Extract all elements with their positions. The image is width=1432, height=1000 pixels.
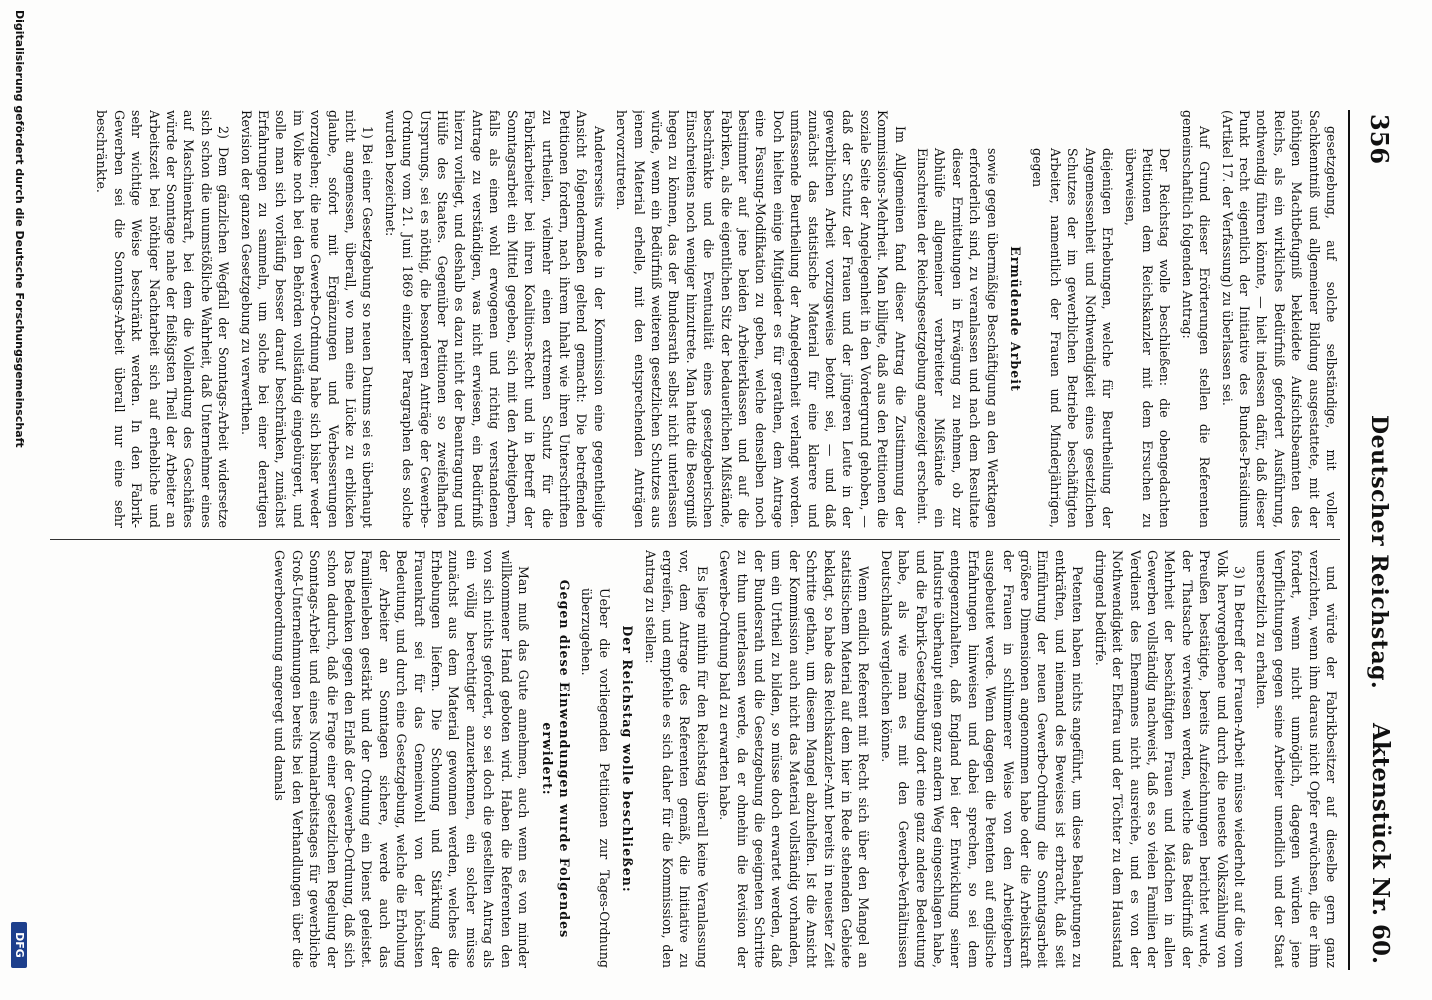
- list-item: 3) In Betreff der Frauen-Arbeit müsse wiederholt auf die vom Volk hervorgehobene und durch die neueste Volkszählung von Preußen bestätigte, bereits Aufzeichnungen berichtet wurde, der Thatsache verwiesen werden, welche das Bedürfniß der Mehrheit der beschäftigten Frauen und Mädchen in allen Gewerben vollständig nachweist, daß es so vielen Familien der Verdienst des Ehemannes nicht ausreiche, und es von der Nothwendigkeit der Ehefrau und der Töchter zu dem Hausstand dringend bedürfe.: [1092, 550, 1247, 968]
- column-divider: [50, 539, 1340, 540]
- dfg-logo: DFG: [11, 922, 27, 968]
- section-heading: Ermüdende Arbeit: [1008, 246, 1024, 392]
- page-number: 356: [1365, 114, 1394, 165]
- list-item: 2) Dem gänzlichen Wegfall der Sonntags-Arbeit widersetze sich schon die unumstößliche Wahrheit, daß Unternehmer eines auf Maschinenkraft, bei dem die Vollendung des Geschäftes würde der Sonntage nahe der fleißigsten Theil der Arbeiter an Arbeitszeit bei nöthiger Nachtarbeit sich auf erhebliche und sehr wichtige Weise beschränkt werden. In den Fabrik-Gewerben sei die Sonntags-Arbeit überall nur eine sehr beschränkte.: [94, 110, 232, 528]
- motion-text: sowie gegen übermäßige Beschäftigung an den Werktagen erforderlich sind, zu veranlassen und nach dem Resultate dieser Ermittelungen in Erwägung zu nehmen, ob zur Abhülfe allgemeiner verbreiteter Mißstände ein Einschreiten der Reichsgesetzgebung angezeigt erscheint.: [915, 148, 1000, 528]
- motion-text: Der Reichstag wolle beschließen: die obengedachten Petitionen dem Reichskanzler mit dem Ersuchen zu überweisen,: [1122, 148, 1173, 528]
- paragraph: gesetzgebung, auf solche selbständige, mit voller Sachkenntniß und allgemeiner Bildung ausgestattete, mit der nöthigen Machtbefugniß bekleidete Aufsichtsbeamten des Reichs, als ein wirkliches Bedürfniß gefordert Ausführung, nothwendig führen könnte, — hielt indessen dafür, daß dieser Punkt recht eigentlich der Initiative des Bundes-Präsidiums (Artikel 17. der Verfassung) zu überlassen sei.: [1219, 110, 1339, 528]
- motion-text: diejenigen Erhebungen, welche für Beurtheilung der Angemessenheit und Nothwendigkeit eines gesetzlichen Schutzes der im gewerblichen Betriebe beschäftigten Arbeiter, namentlich der Frauen und Minderjährigen, gegen: [1030, 148, 1116, 528]
- left-column: [40, 110, 1340, 528]
- paragraph: Petenten haben nichts angeführt, um diese Behauptungen zu entkräften, und niemand des Beweises ist erbracht, daß seit Einführung der neuen Gewerbe-Ordnung die Sonntagsarbeit größere Dimensionen angenommen habe oder die Arbeitskraft der Frauen in schlimmerer Weise von den Arbeitgebern ausgebeutet werde. Wenn dagegen die Petenten auf englische Erfahrungen hinweisen und dabei sprechen, so sei dem entgegenzuhalten, daß England bei der Entwicklung seiner Industrie überhaupt einen ganz andern Weg eingeschlagen habe, und die Fabrik-Gesetzgebung dort eine ganz andere Bedeutung habe, als wie man es mit den Gewerbe-Verhältnissen Deutschlands vergleichen könne.: [878, 550, 1086, 968]
- motion-heading: Der Reichstag wolle beschließen:: [620, 625, 636, 893]
- paragraph: Wenn endlich Referent mit Recht sich über den Mangel an statistischem Material auf dem hier in Rede stehenden Gebiete beklagt, so habe das Reichskanzler-Amt bereits in neuester Zeit Schritte gethan, um diesem Mangel abzuhelfen. Ist die Ansicht der Kommission auch nicht das Material vollständig vorhanden, um ein Urtheil zu bilden, so müsse doch erwartet werden, daß der Bundesrath und die Gesetzgebung die geeigneten Schritte zu thun unterlassen werde, da er ohnehin die Revision der Gewerbe-Ordnung bald zu erwarten habe.: [717, 550, 872, 968]
- list-item: 1) Bei einer Gesetzgebung so neuen Datums sei es überhaupt nicht angemessen, überall, wo man eine Lücke zu erblicken glaube, sofort mit Ergänzungen und Verbesserungen vorzugehen; die neue Gewerbe-Ordnung habe sich bisher weder im Volke noch bei den Behörden vollständig eingebürgert, und solle man sich vorläufig besser darauf beschränken, zunächst Erfahrungen zu sammeln, um solche bei einer derartigen Revision der ganzen Gesetzgebung zu verwerthen.: [238, 110, 376, 528]
- paragraph: Auf Grund dieser Erörterungen stellen die Referenten gemeinschaftlich folgenden Antrag:: [1179, 110, 1213, 528]
- paragraph: und würde der Fabrikbesitzer auf dieselbe gern ganz verzichten, wenn ihm daraus nicht Opfer erwüchsen, die er ihm fordert, wenn nicht unmöglich, dagegen würden jene Verpflichtungen gegen seine Arbeiter unendlich und der Staat unersetzlich zu erhalten.: [1254, 550, 1339, 968]
- credit-text: Digitalisierung gefördert durch die Deutsche Forschungsgemeinschaft: [13, 10, 26, 448]
- page-header: [1348, 110, 1402, 970]
- paragraph: Andererseits wurde in der Kommission eine gegentheilige Ansicht folgendermaßen geltend gemacht: Die betreffenden Petitionen fordern, nach ihrem Inhalt wie ihren Unterschriften zu urtheilen, vielmehr einen extremen Schutz für die Fabrikarbeiter bei ihren Koalitions-Recht und in Betreff der Sonntagsarbeit ein Mittel gegeben, sich mit den Arbeitgebern, falls als einen wohl erwogenen und richtig verstandenen Antrage zu verständigen, was nicht erwiesen, ein Bedürfniß hierzu vorliegt, und deshalb es dazu nicht der Beantragung und Hülfe des Staates. Gegenüber Petitionen so zweifelhaften Ursprungs, sei es nöthig, die besonderen Anträge der Gewerbe-Ordnung vom 21. Juni 1869 einzelner Paragraphen des solche wurden bezeichnet:: [382, 110, 607, 528]
- digitization-credit: [8, 0, 28, 1000]
- motion-text: Ueber die vorliegenden Petitionen zur Tages-Ordnung überzugehen.: [579, 588, 612, 968]
- paragraph: Man muß das Gute annehmen, auch wenn es von minder willkommener Hand geboten wird. Haben die Referenten den von sich nichts gefordert, so sei doch die gestellten Antrag als ein völlig berechtigter anzuerkennen, ein solcher müsse zunächst aus dem Material gewonnen werden, welches die Erhebungen liefern. Die Schonung und Stärkung der Frauenkraft sei für das Gemeinwohl von der höchsten Bedeutung, und durch eine Gesetzgebung, welche die Erholung der Arbeiter an Sonntagen sichere, werde auch das Familienleben gestärkt und der Ordnung ein Dienst geleistet. Das Bedenken gegen den Erlaß der Gewerbe-Ordnung, daß sich schon dadurch, daß die Frage einer gesetzlichen Regelung der Sonntags-Arbeit und eines Normalarbeitstages für gewerbliche Groß-Unternehmungen bereits bei den Verhandlungen über die Gewerbeordnung angeregt und damals: [272, 550, 532, 968]
- section-heading: Gegen diese Einwendungen wurde Folgendes erwidert:: [539, 579, 572, 939]
- paragraph: Im Allgemeinen fand dieser Antrag die Zustimmung der Kommissions-Mehrheit. Man billigte, daß aus den Petitionen die soziale Seite der Angelegenheit in den Vordergrund gehoben, — daß der Schutz der Frauen und der jüngeren Leute in der gewerblichen Arbeit vorzugsweise betont sei, — und daß zunächst das statistische Material für eine klarere und umfassende Beurtheilung der Angelegenheit verlangt worden. Doch hielten einige Mitglieder es für gerathen, dem Antrage eine Fassung-Modifikation zu geben, welche denselben noch bestimmter auf jene beiden Arbeiterklassen und auf die Fabriken, als die eigentlichen Sitz der bedauerlichen Mißstände, beschränkte und die Eventualität eines gesetzgeberischen Einschreitens noch weniger hinzutrete. Man hatte die Besorgniß hegen zu können, das der Bundesrath selbst nicht unterlassen würde, wenn ein Bedürfniß weiteren gesetzlichen Schutzes aus jenem Material erhelle, mit den entsprechenden Anträgen hervorzutreten.: [614, 110, 908, 528]
- running-title: Deutscher Reichstag.: [1366, 415, 1392, 690]
- right-column: [40, 550, 1340, 968]
- document-number: Aktenstück Nr. 60.: [1367, 722, 1394, 964]
- paragraph: Es liege mithin für den Reichstag überall keine Veranlassung vor, dem Antrage des Referenten gemäß, die Initiative zu ergreifen, und empfehle es sich daher für die Kommission, den Antrag zu stellen:: [642, 550, 710, 968]
